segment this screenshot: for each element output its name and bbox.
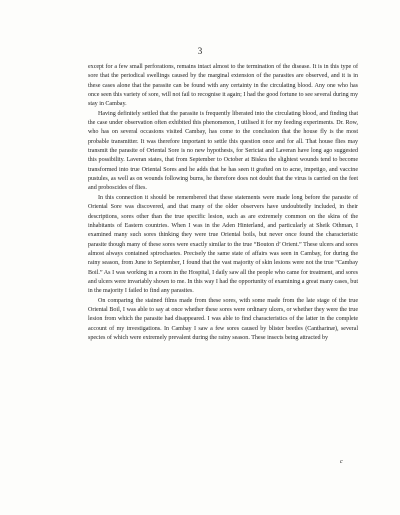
page-number: 3 xyxy=(197,46,203,56)
body-text xyxy=(88,63,358,343)
paragraph: On comparing the stained films made from these sores, with some made from the late stage of the true Oriental Boil, I was able to say at once whether these sores were ordinary ulcers, or whether they were the true lesion from which the parasite had disappeared. I was able to find characteristics of the latter in the complete account of my investigations. In Cambay I saw a few sores caused by blister beetles (Cantharinæ), several species of which were extremely prevalent during the rainy season. These insects being attracted by xyxy=(88,297,358,341)
paragraph: In this connection it should be remembered that these statements were made long before the parasite of Oriental Sore was discovered, and that many of the older observers have undoubtedly included, in their descriptions, sores other than the true specific lesion, such as are extremely common on the skins of the inhabitants of Eastern countries. When I was in the Aden Hinterland, and particularly at Sheik Othman, I examined many such sores thinking they were true Oriental boils, but never once found the characteristic parasite though many of these sores were exactly similar to the true “Bouton d’ Orient.” These ulcers and sores almost always contained spirochaetes. Precisely the same state of affairs was seen in Cambay, for during the rainy season, from June to September, I found that the vast majority of skin lesions were not the true “Cambay Boil.” As I was working in a room in the Hospital, I daily saw all the people who came for treatment, and sores and ulcers were invariably shown to me. In this way I had the opportunity of examining a great many cases, but in the majority I failed to find any parasites. xyxy=(88,194,358,295)
paragraph: Having definitely settled that the parasite is frequently liberated into the circulating blood, and finding that the case under observation often exhibited this phenomenon, I utilised it for my feeding experiments. Dr. Row, who has on several occasions visited Cambay, has come to the conclusion that the house fly is the most probable transmitter. It was therefore important to settle this question once and for all. That house flies may transmit the parasite of Oriental Sore is no new hypothesis, for Sericiat and Laveran have long ago suggested this possibility. Laveran states, that from September to October at Biskra the slightest wounds tend to become transformed into true Oriental Sores and he adds that he has seen it grafted on to acne, impetigo, and vaccine pustules, as well as on wounds following burns, he therefore does not doubt that the virus is carried on the feet and proboscides of flies. xyxy=(88,110,358,192)
paragraph: except for a few small perforations, remains intact almost to the termination of the disease. It is in this type of sore that the periodical swellings caused by the marginal extension of the parasites are observed, and it is in these cases alone that the parasite can be found with any certainty in the circulating blood. Any one who has once seen this variety of sore, will not fail to recognise it again; I had the good fortune to see several during my stay in Cambay. xyxy=(88,64,358,108)
signature-mark: c xyxy=(340,459,343,465)
